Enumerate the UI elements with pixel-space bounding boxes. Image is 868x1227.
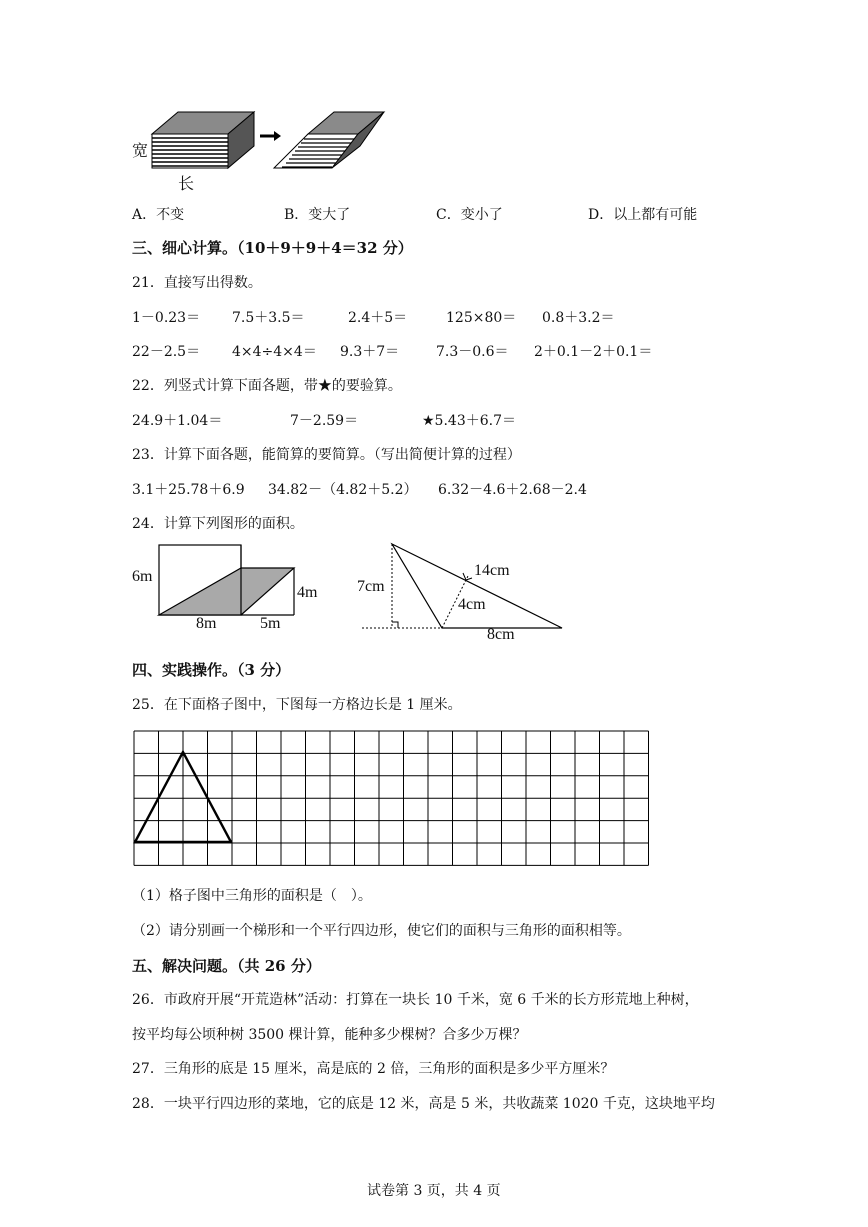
q21-item: 125×80＝ [446,310,517,326]
q21-item: 7.5＋3.5＝ [232,310,305,326]
label-8cm: 8cm [487,626,515,643]
book-stack-figure [128,104,398,192]
square-grid [133,730,655,867]
label-4m: 4m [297,584,318,601]
book-stack-rect [152,112,254,168]
section4-heading: 四、实践操作。（3 分） [132,661,291,679]
q21-prompt: 21．直接写出得数。 [132,275,262,291]
label-8m: 8m [196,615,217,632]
q22-item: 7－2.59＝ [290,413,359,429]
q21-item: 1－0.23＝ [132,310,201,326]
q21-item: 7.3－0.6＝ [436,344,509,360]
q21-item: 4×4÷4×4＝ [232,344,317,360]
page-footer: 试卷第 3 页，共 4 页 [367,1183,501,1199]
label-chang: 长 [178,176,195,193]
label-kuan: 宽 [132,143,149,160]
arrow-right-icon [260,131,281,141]
q23-prompt: 23．计算下面各题，能简算的要简算。（写出简便计算的过程） [132,447,521,463]
q27: 27．三角形的底是 15 厘米，高是底的 2 倍，三角形的面积是多少平方厘米？ [132,1061,615,1077]
label-5m: 5m [260,615,281,632]
book-stack-skewed [274,112,384,168]
q23-item: 6.32－4.6＋2.68－2.4 [438,482,587,498]
option-d: D．以上都有可能 [588,207,698,223]
option-c: C．变小了 [436,207,503,223]
section5-heading: 五、解决问题。（共 26 分） [132,957,321,975]
option-b: B．变大了 [284,207,351,223]
q21-item: 2.4＋5＝ [348,310,408,326]
q23-item: 3.1＋25.78＋6.9 [132,482,245,498]
q25-sub2: （2）请分别画一个梯形和一个平行四边形，使它们的面积与三角形的面积相等。 [132,923,631,939]
area-figure-2 [356,536,572,636]
q26-line2: 按平均每公顷种树 3500 棵计算，能种多少棵树？合多少万棵？ [132,1027,527,1043]
label-14cm: 14cm [474,562,510,579]
q23-item: 34.82－（4.82＋5.2） [268,482,418,498]
q21-item: 9.3＋7＝ [340,344,400,360]
q25-sub1: （1）格子图中三角形的面积是（ ）。 [132,888,372,904]
q21-item: 0.8＋3.2＝ [542,310,615,326]
q22-item: 24.9＋1.04＝ [132,413,223,429]
label-6m: 6m [132,568,153,585]
q21-item: 2＋0.1－2＋0.1＝ [534,344,653,360]
q26-line1: 26．市政府开展“开荒造林”活动：打算在一块长 10 千米，宽 6 千米的长方形荒地上种树， [132,992,699,1008]
q28: 28．一块平行四边形的菜地，它的底是 12 米，高是 5 米，共收蔬菜 1020 千克，这块地平均 [132,1096,715,1112]
q24-prompt: 24．计算下列图形的面积。 [132,516,304,532]
q22-prompt: 22．列竖式计算下面各题，带★的要验算。 [132,378,402,394]
q25-prompt: 25．在下面格子图中，下图每一方格边长是 1 厘米。 [132,697,462,713]
section3-heading: 三、细心计算。（10＋9＋9＋4＝32 分） [132,239,413,257]
q22-item: ★5.43＋6.7＝ [422,413,516,429]
option-a: A．不变 [132,207,185,223]
q21-item: 22－2.5＝ [132,344,201,360]
label-7cm: 7cm [357,578,385,595]
label-4cm: 4cm [458,596,486,613]
